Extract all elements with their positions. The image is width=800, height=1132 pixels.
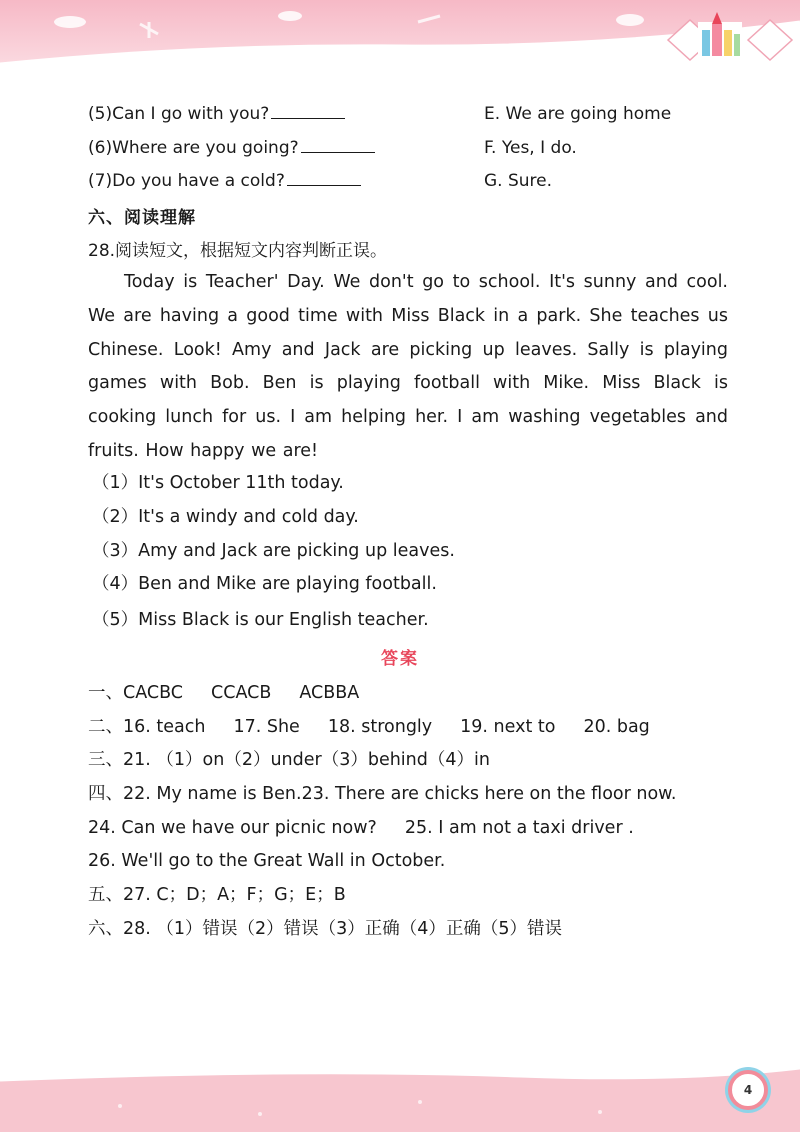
match-row [88,167,728,195]
header-decoration [0,0,800,70]
section-title: 六、阅读理解 [88,208,196,228]
answer-blank [301,135,375,153]
page-number: 4 [728,1070,768,1110]
match-row [88,134,728,162]
footer-decoration [0,1062,800,1132]
answer-row: 五、27. C；D；A；F；G；E；B [88,885,346,905]
match-option: E. We are going home [484,104,672,124]
answer-row: 四、22. My name is Ben.23. There are chicks here on the floor now. [88,784,677,804]
match-option: G. Sure. [484,171,553,191]
answer-title: 答案 [381,649,419,669]
answer-blank [271,101,345,119]
reading-passage: Today is Teacher' Day. We don't go to school. It's sunny and cool. We are having a good time with Miss Black in a park. She teaches us Chinese. Look! Amy and Jack are picking up leaves. Sally is playing games with Bob. Ben is playing football with Mike. Miss Black is cooking lunch for us. I am helping her. I am washing vegetables and fruits. How happy we are! [88,272,728,461]
answer-row: 一、CACBC CCACB ACBBA [88,683,360,703]
statement: （3）Amy and Jack are picking up leaves. [92,541,455,561]
match-question: (5)Can I go with you? [88,100,345,128]
question-intro: 28.阅读短文，根据短文内容判断正误。 [88,241,388,261]
statement: （1）It's October 11th today. [92,473,344,493]
answer-row: 三、21. （1）on（2）under（3）behind（4）in [88,750,490,770]
match-question: (6)Where are you going? [88,134,375,162]
match-question: (7)Do you have a cold? [88,167,361,195]
answer-row: 二、16. teach 17. She 18. strongly 19. next to 20. bag [88,717,650,737]
statement: （5）Miss Black is our English teacher. [92,610,429,630]
statement: （2）It's a windy and cold day. [92,507,359,527]
statement: （4）Ben and Mike are playing football. [92,574,437,594]
answer-row: 24. Can we have our picnic now? 25. I am not a taxi driver . [88,818,634,838]
answer-row: 26. We'll go to the Great Wall in October. [88,851,446,871]
answer-blank [287,168,361,186]
answer-row: 六、28. （1）错误（2）错误（3）正确（4）正确（5）错误 [88,919,563,939]
match-row [88,100,728,128]
match-option: F. Yes, I do. [484,138,577,158]
